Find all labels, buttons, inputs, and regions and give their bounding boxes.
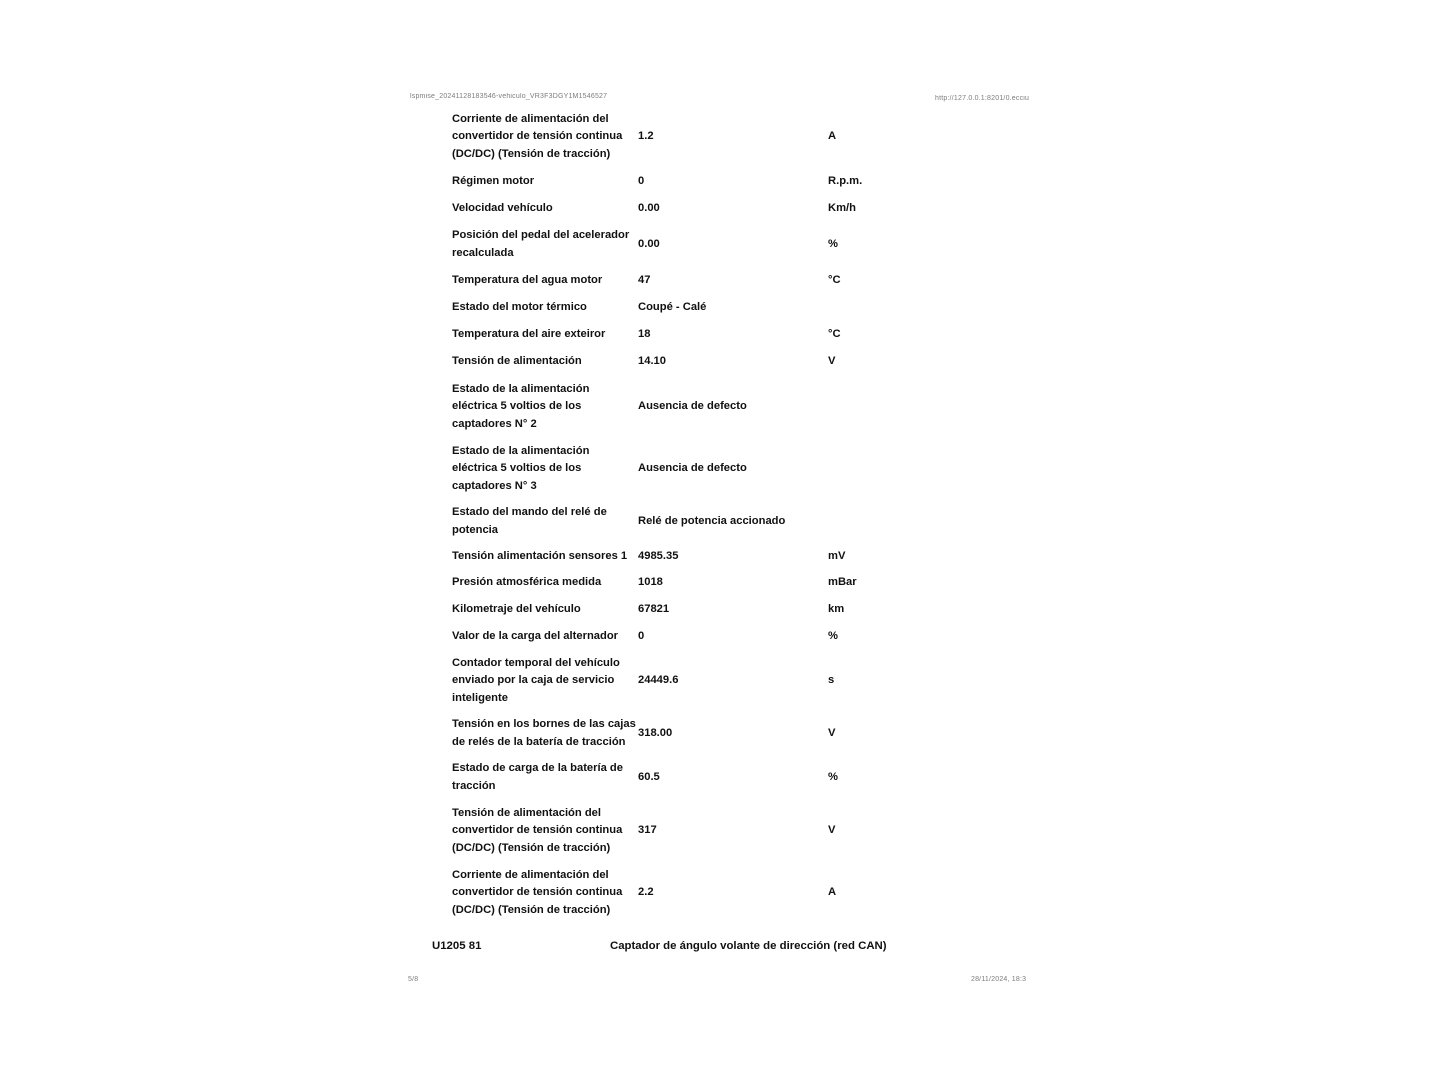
parameter-row <box>452 272 912 290</box>
parameter-label: Temperatura del aire exteiror <box>452 328 606 341</box>
parameter-row <box>452 200 912 218</box>
parameter-label: Posición del pedal del acelerador recalculada <box>452 229 630 259</box>
parameter-label: Temperatura del agua motor <box>452 274 603 287</box>
parameter-unit: % <box>828 630 838 643</box>
parameter-row <box>452 110 912 164</box>
parameter-unit: % <box>828 771 838 784</box>
print-header-filename: lspmise_20241128183546-vehiculo_VR3F3DGY1M1546527 <box>410 93 608 100</box>
parameter-label: Contador temporal del vehículo enviado por la caja de servicio inteligente <box>452 656 620 704</box>
parameter-label: Estado del mando del relé de potencia <box>452 506 607 536</box>
parameter-label: Corriente de alimentación del convertidor de tensión continua (DC/DC) (Tensión de tracción) <box>452 112 623 160</box>
parameter-label: Tensión alimentación sensores 1 <box>452 550 628 563</box>
parameter-label: Corriente de alimentación del convertidor de tensión continua (DC/DC) (Tensión de tracción) <box>452 868 623 916</box>
parameter-unit: s <box>828 674 835 687</box>
parameter-value: 4985.35 <box>638 550 679 563</box>
parameter-row <box>452 654 912 708</box>
parameter-unit: % <box>828 238 838 251</box>
parameter-table <box>452 110 912 920</box>
parameter-value: Relé de potencia accionado <box>638 515 786 528</box>
parameter-row <box>452 866 912 920</box>
parameter-value: 1018 <box>638 576 663 589</box>
parameter-label: Estado de la alimentación eléctrica 5 voltios de los captadores N° 2 <box>452 382 590 430</box>
parameter-value: 317 <box>638 824 657 837</box>
parameter-value: 318.00 <box>638 727 673 740</box>
parameter-row <box>452 601 912 619</box>
parameter-row <box>452 716 912 752</box>
parameter-label: Presión atmosférica medida <box>452 576 602 589</box>
parameter-value: Coupé - Calé <box>638 301 707 314</box>
fault-description: Captador de ángulo volante de dirección (red CAN) <box>610 940 887 952</box>
fault-code-row <box>432 938 912 954</box>
parameter-row <box>452 173 912 191</box>
parameter-value: 0 <box>638 630 645 643</box>
parameter-row <box>452 380 912 434</box>
parameter-value: 47 <box>638 274 651 287</box>
parameter-value: 2.2 <box>638 886 654 899</box>
parameter-row <box>452 574 912 592</box>
parameter-row <box>452 804 912 858</box>
parameter-label: Tensión en los bornes de las cajas de relés de la batería de tracción <box>452 718 636 748</box>
parameter-row <box>452 504 912 540</box>
parameter-row <box>452 227 912 263</box>
parameter-value: 1.2 <box>638 130 654 143</box>
parameter-unit: R.p.m. <box>828 175 863 188</box>
fault-code: U1205 81 <box>432 940 482 952</box>
parameter-value: 0.00 <box>638 238 660 251</box>
parameter-unit: V <box>828 355 836 368</box>
parameter-label: Régimen motor <box>452 175 535 188</box>
parameter-label: Kilometraje del vehículo <box>452 603 581 616</box>
parameter-row <box>452 628 912 646</box>
parameter-value: 0.00 <box>638 202 660 215</box>
parameter-label: Estado de carga de la batería de tracción <box>452 762 623 792</box>
parameter-value: Ausencia de defecto <box>638 462 747 475</box>
print-footer-date: 28/11/2024, 18:3 <box>971 976 1027 983</box>
parameter-row <box>452 760 912 796</box>
parameter-value: 24449.6 <box>638 674 679 687</box>
parameter-unit: mBar <box>828 576 857 589</box>
parameter-row <box>452 326 912 344</box>
parameter-value: Ausencia de defecto <box>638 400 747 413</box>
parameter-label: Velocidad vehículo <box>452 202 553 215</box>
parameter-unit: V <box>828 824 836 837</box>
parameter-value: 67821 <box>638 603 670 616</box>
parameter-unit: Km/h <box>828 202 856 215</box>
print-footer-page: 5/8 <box>408 976 419 983</box>
parameter-row <box>452 548 912 566</box>
parameter-unit: A <box>828 130 837 143</box>
parameter-row <box>452 442 912 496</box>
parameter-unit: V <box>828 727 836 740</box>
parameter-value: 60.5 <box>638 771 660 784</box>
parameter-row <box>452 353 912 371</box>
parameter-label: Valor de la carga del alternador <box>452 630 619 643</box>
print-header-url: http://127.0.0.1:8201/0.ecciu <box>935 95 1030 102</box>
parameter-unit: °C <box>828 328 841 341</box>
parameter-unit: mV <box>828 550 846 563</box>
parameter-unit: km <box>828 603 845 616</box>
parameter-label: Tensión de alimentación <box>452 355 582 368</box>
parameter-value: 14.10 <box>638 355 666 368</box>
parameter-row <box>452 299 912 317</box>
parameter-value: 18 <box>638 328 651 341</box>
parameter-label: Tensión de alimentación del convertidor de tensión continua (DC/DC) (Tensión de tracción) <box>452 806 623 854</box>
parameter-value: 0 <box>638 175 645 188</box>
parameter-label: Estado del motor térmico <box>452 301 587 314</box>
parameter-label: Estado de la alimentación eléctrica 5 voltios de los captadores N° 3 <box>452 444 590 492</box>
parameter-unit: A <box>828 886 837 899</box>
parameter-unit: °C <box>828 274 841 287</box>
